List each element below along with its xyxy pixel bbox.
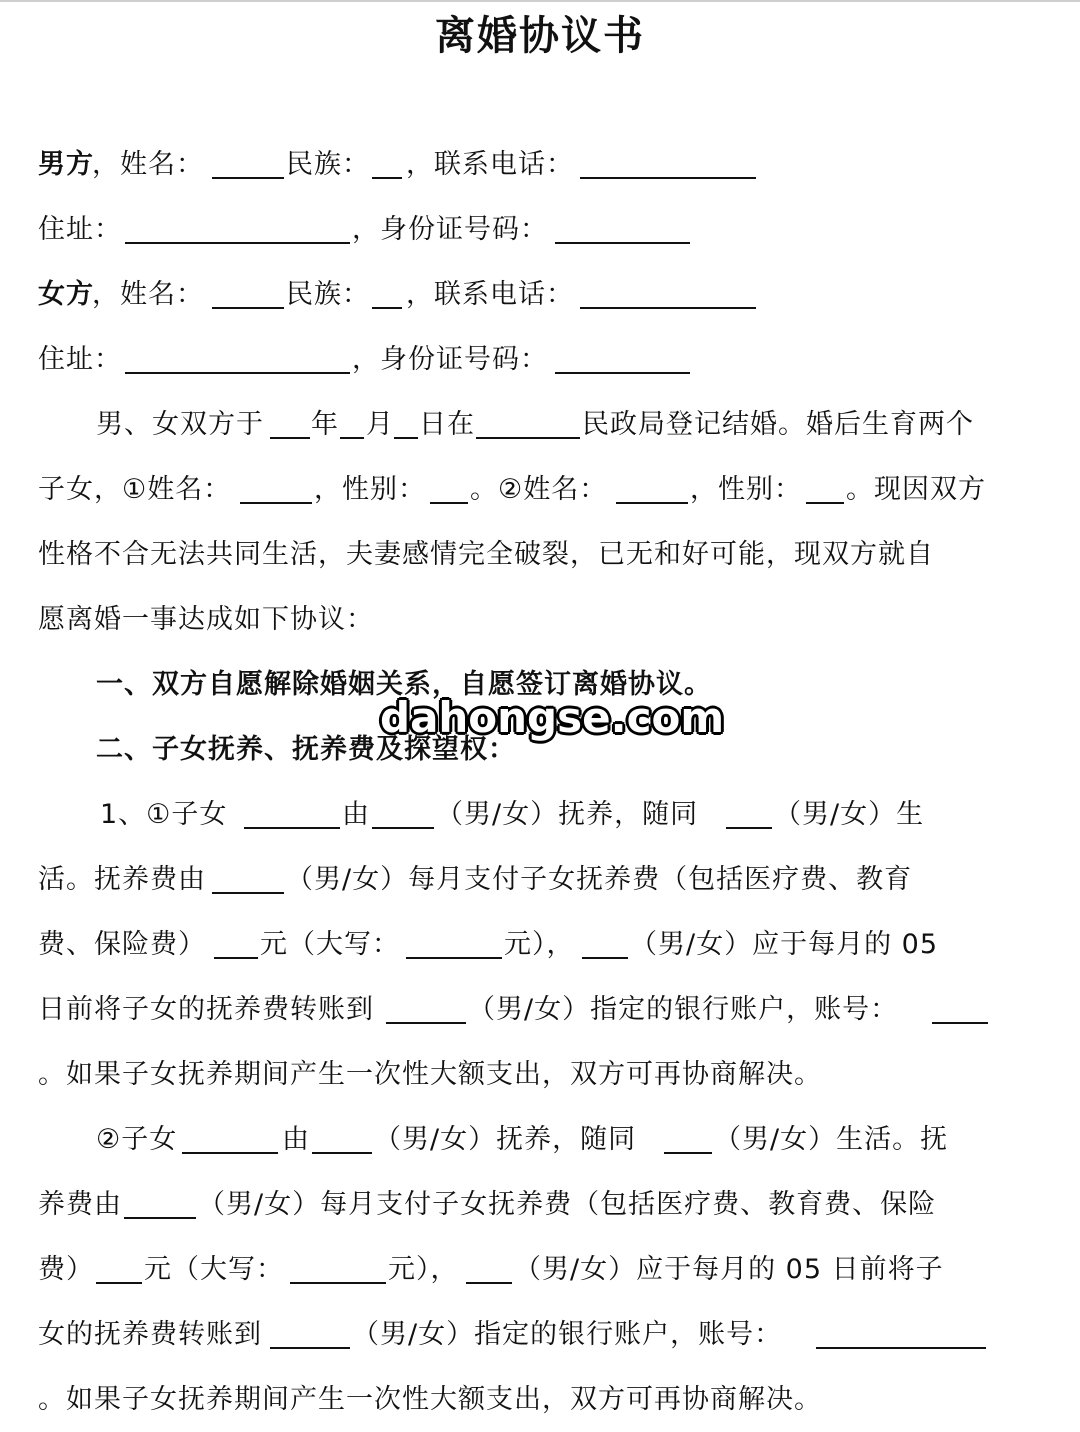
- male-name-blank[interactable]: [212, 177, 284, 179]
- intro-line-2: [0, 465, 1080, 515]
- intro-text: 民政局登记结婚。婚后生育两个: [582, 409, 974, 440]
- female-id-blank[interactable]: [555, 372, 690, 374]
- child2-text: （男/女）抚养，随同: [374, 1124, 637, 1155]
- child1-amount-words-blank[interactable]: [406, 957, 502, 959]
- intro-line-1: [0, 400, 1080, 450]
- female-address-blank[interactable]: [125, 372, 350, 374]
- child2-receiver-blank[interactable]: [270, 1347, 350, 1349]
- child1-line-3: [0, 920, 1080, 970]
- male-ethnicity-blank[interactable]: [372, 177, 402, 179]
- child2-amount-words-blank[interactable]: [290, 1282, 386, 1284]
- child1-text: 元），: [504, 929, 575, 960]
- intro-text: 男、女双方于: [96, 409, 264, 440]
- child1-text: （男/女）生: [774, 799, 925, 830]
- month-label: 月: [366, 409, 394, 440]
- female-phone-label: ，联系电话：: [406, 279, 574, 310]
- child2-pay-party-blank[interactable]: [466, 1282, 512, 1284]
- child2-gender-label: ，性别：: [690, 474, 802, 505]
- child1-text: （男/女）指定的银行账户，账号：: [468, 994, 899, 1025]
- child2-text: 费）: [38, 1254, 94, 1285]
- male-info-line: [0, 140, 1080, 190]
- child1-custodian-blank[interactable]: [372, 827, 434, 829]
- intro-text: 性格不合无法共同生活，夫妻感情完全破裂，已无和好可能，现双方就自: [38, 539, 934, 570]
- child2-name-blank[interactable]: [616, 502, 688, 504]
- child1-amount-blank[interactable]: [214, 957, 258, 959]
- female-name-blank[interactable]: [212, 307, 284, 309]
- child2-line-3: [0, 1245, 1080, 1295]
- child1-line-1: [0, 790, 1080, 840]
- child2-who-blank[interactable]: [182, 1152, 278, 1154]
- child2-account-blank[interactable]: [816, 1347, 986, 1349]
- child1-text: （男/女）抚养，随同: [436, 799, 699, 830]
- child2-text: 由: [282, 1124, 310, 1155]
- civil-affairs-blank[interactable]: [476, 437, 580, 439]
- child1-line-2: [0, 855, 1080, 905]
- intro-line-4: [0, 595, 1080, 645]
- child2-gender-blank[interactable]: [806, 502, 844, 504]
- child1-account-blank[interactable]: [932, 1022, 988, 1024]
- female-phone-blank[interactable]: [580, 307, 756, 309]
- female-info-line: [0, 270, 1080, 320]
- child2-line-1: [0, 1115, 1080, 1165]
- child2-custodian-blank[interactable]: [312, 1152, 372, 1154]
- child2-payer-blank[interactable]: [124, 1217, 196, 1219]
- day-label: 日在: [419, 409, 475, 440]
- child2-live-with-blank[interactable]: [664, 1152, 712, 1154]
- child2-text: ②子女: [96, 1124, 178, 1155]
- child1-text: （男/女）每月支付子女抚养费（包括医疗费、教育: [286, 864, 913, 895]
- child1-who-blank[interactable]: [244, 827, 340, 829]
- male-phone-label: ，联系电话：: [406, 149, 574, 180]
- child2-line-5: [0, 1375, 1080, 1425]
- male-ethnicity-label: 民族：: [286, 149, 370, 180]
- child1-text: 费、保险费）: [38, 929, 206, 960]
- child1-text: 1、①子女: [100, 799, 228, 830]
- female-label: 女方: [38, 279, 94, 310]
- child2-text: 养费由: [38, 1189, 122, 1220]
- child1-line-4: [0, 985, 1080, 1035]
- child1-text: 元（大写：: [260, 929, 400, 960]
- child2-amount-blank[interactable]: [96, 1282, 142, 1284]
- male-id-blank[interactable]: [555, 242, 690, 244]
- female-id-label: ，身份证号码：: [352, 344, 548, 375]
- male-address-label: 住址：: [38, 214, 122, 245]
- child1-text: 。如果子女抚养期间产生一次性大额支出，双方可再协商解决。: [38, 1059, 822, 1090]
- child1-gender-label: ，性别：: [314, 474, 426, 505]
- child1-line-5: [0, 1050, 1080, 1100]
- male-address-blank[interactable]: [125, 242, 350, 244]
- section-2-text: 二、子女抚养、抚养费及探望权：: [96, 734, 516, 765]
- male-phone-blank[interactable]: [580, 177, 756, 179]
- child2-name-label: 。②姓名：: [470, 474, 608, 505]
- child1-text: 活。抚养费由: [38, 864, 206, 895]
- child1-payer-blank[interactable]: [212, 892, 284, 894]
- male-name-label: ，姓名：: [92, 149, 204, 180]
- child1-pay-party-blank[interactable]: [582, 957, 628, 959]
- child2-text: （男/女）应于每月的 05 日前将子: [514, 1254, 944, 1285]
- child1-text: 日前将子女的抚养费转账到: [38, 994, 374, 1025]
- section-1-text: 一、双方自愿解除婚姻关系，自愿签订离婚协议。: [96, 669, 712, 700]
- child1-gender-blank[interactable]: [430, 502, 468, 504]
- month-blank[interactable]: [340, 437, 364, 439]
- year-label: 年: [311, 409, 339, 440]
- top-border: [0, 0, 1080, 2]
- day-blank[interactable]: [394, 437, 418, 439]
- child1-text: （男/女）应于每月的 05: [630, 929, 939, 960]
- male-id-label: ，身份证号码：: [352, 214, 548, 245]
- child2-text: （男/女）指定的银行账户，账号：: [352, 1319, 783, 1350]
- female-address-label: 住址：: [38, 344, 122, 375]
- child2-text: 女的抚养费转账到: [38, 1319, 262, 1350]
- child2-line-2: [0, 1180, 1080, 1230]
- child2-line-4: [0, 1310, 1080, 1360]
- male-address-line: [0, 205, 1080, 255]
- child1-name-blank[interactable]: [240, 502, 312, 504]
- watermark: dahongse.com: [380, 693, 725, 742]
- child1-text: 由: [342, 799, 370, 830]
- intro-text: 愿离婚一事达成如下协议：: [38, 604, 374, 635]
- child2-text: 。如果子女抚养期间产生一次性大额支出，双方可再协商解决。: [38, 1384, 822, 1415]
- child2-text: 元（大写：: [144, 1254, 284, 1285]
- child1-receiver-blank[interactable]: [386, 1022, 466, 1024]
- child2-text: （男/女）每月支付子女抚养费（包括医疗费、教育费、保险: [198, 1189, 937, 1220]
- child1-live-with-blank[interactable]: [726, 827, 772, 829]
- document-title: 离婚协议书: [435, 13, 645, 59]
- female-ethnicity-label: 民族：: [286, 279, 370, 310]
- child2-text: （男/女）生活。抚: [714, 1124, 949, 1155]
- child2-text: 元），: [388, 1254, 459, 1285]
- child1-name-label: 子女，①姓名：: [38, 474, 232, 505]
- female-ethnicity-blank[interactable]: [372, 307, 402, 309]
- intro-text: 。现因双方: [846, 474, 986, 505]
- female-address-line: [0, 335, 1080, 385]
- female-name-label: ，姓名：: [92, 279, 204, 310]
- year-blank[interactable]: [270, 437, 310, 439]
- male-label: 男方: [38, 149, 94, 180]
- intro-line-3: [0, 530, 1080, 580]
